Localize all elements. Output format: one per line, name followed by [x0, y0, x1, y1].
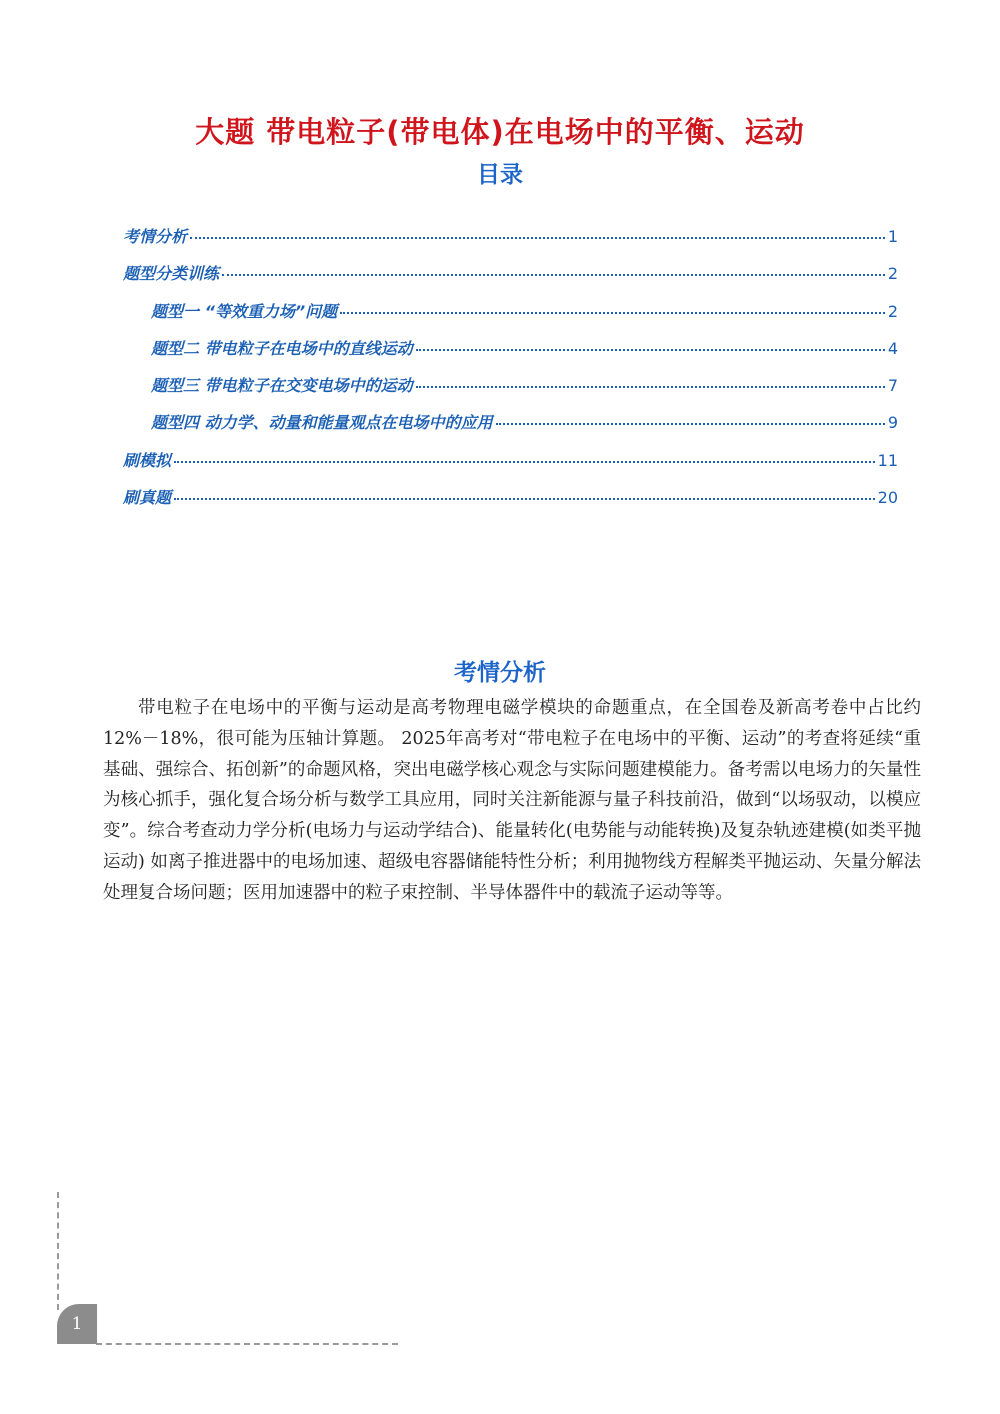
toc-entry-training[interactable]	[123, 261, 898, 298]
toc-entry-page: 4	[887, 338, 898, 358]
toc-leader-dots	[340, 312, 885, 314]
toc-entry-type-2[interactable]	[123, 336, 898, 373]
toc-entry-type-1[interactable]	[123, 299, 898, 336]
document-title: 大题 带电粒子(带电体)在电场中的平衡、运动	[195, 115, 805, 149]
toc-entry-page: 2	[887, 301, 898, 321]
toc-entry-type-4[interactable]	[123, 410, 898, 447]
section-paragraph: 带电粒子在电场中的平衡与运动是高考物理电磁学模块的命题重点，在全国卷及新高考卷中占比约12%－18%，很可能为压轴计算题。 2025年高考对“带电粒子在电场中的平衡、运动”的考查将延续“重基础、强综合、拓创新”的命题风格，突出电磁学核心观念与实际问题建模能力。备考需以电场力的矢量性为核心抓手，强化复合场分析与数学工具应用，同时关注新能源与量子科技前沿，做到“以场驭动，以模应变”。综合考查动力学分析(电场力与运动学结合)、能量转化(电势能与动能转换)及复杂轨迹建模(如类平抛运动) 如离子推进器中的电场加速、超级电容器储能特性分析；利用抛物线方程解类平抛运动、矢量分解法处理复合场问题；医用加速器中的粒子束控制、半导体器件中的载流子运动等等。	[103, 698, 921, 903]
page-corner-dashed-line-vertical	[57, 1192, 59, 1310]
toc-entry-label: 题型一 “等效重力场”问题	[151, 301, 338, 321]
toc-entry-label: 题型四 动力学、动量和能量观点在电场中的应用	[151, 413, 493, 433]
toc-entry-analysis[interactable]	[123, 224, 898, 261]
toc-leader-dots	[174, 498, 875, 500]
toc-entry-page: 7	[887, 376, 898, 396]
toc-leader-dots	[190, 237, 885, 239]
toc-entry-label: 题型二 带电粒子在电场中的直线运动	[151, 338, 413, 358]
page-corner-dashed-line-horizontal	[96, 1343, 398, 1345]
toc-entry-label: 刷真题	[123, 488, 172, 508]
toc-leader-dots	[496, 423, 885, 425]
toc-leader-dots	[416, 386, 885, 388]
toc-heading: 目录	[477, 162, 523, 188]
toc-entry-real-exams[interactable]	[123, 485, 898, 522]
table-of-contents	[123, 224, 898, 522]
toc-entry-page: 11	[877, 450, 898, 470]
toc-leader-dots	[222, 274, 885, 276]
toc-entry-label: 考情分析	[123, 227, 188, 246]
toc-entry-mock[interactable]	[123, 448, 898, 485]
page-number-badge: 1	[57, 1304, 97, 1344]
toc-entry-page: 9	[887, 413, 898, 433]
toc-entry-type-3[interactable]	[123, 373, 898, 410]
toc-entry-page: 20	[877, 488, 898, 508]
toc-leader-dots	[416, 349, 885, 351]
toc-entry-label: 刷模拟	[123, 450, 172, 470]
toc-entry-page: 2	[887, 264, 898, 284]
section-heading: 考情分析	[454, 660, 546, 686]
toc-leader-dots	[174, 461, 875, 463]
toc-entry-label: 题型三 带电粒子在交变电场中的运动	[151, 376, 413, 396]
toc-entry-label: 题型分类训练	[123, 264, 220, 284]
toc-entry-page: 1	[887, 227, 898, 246]
